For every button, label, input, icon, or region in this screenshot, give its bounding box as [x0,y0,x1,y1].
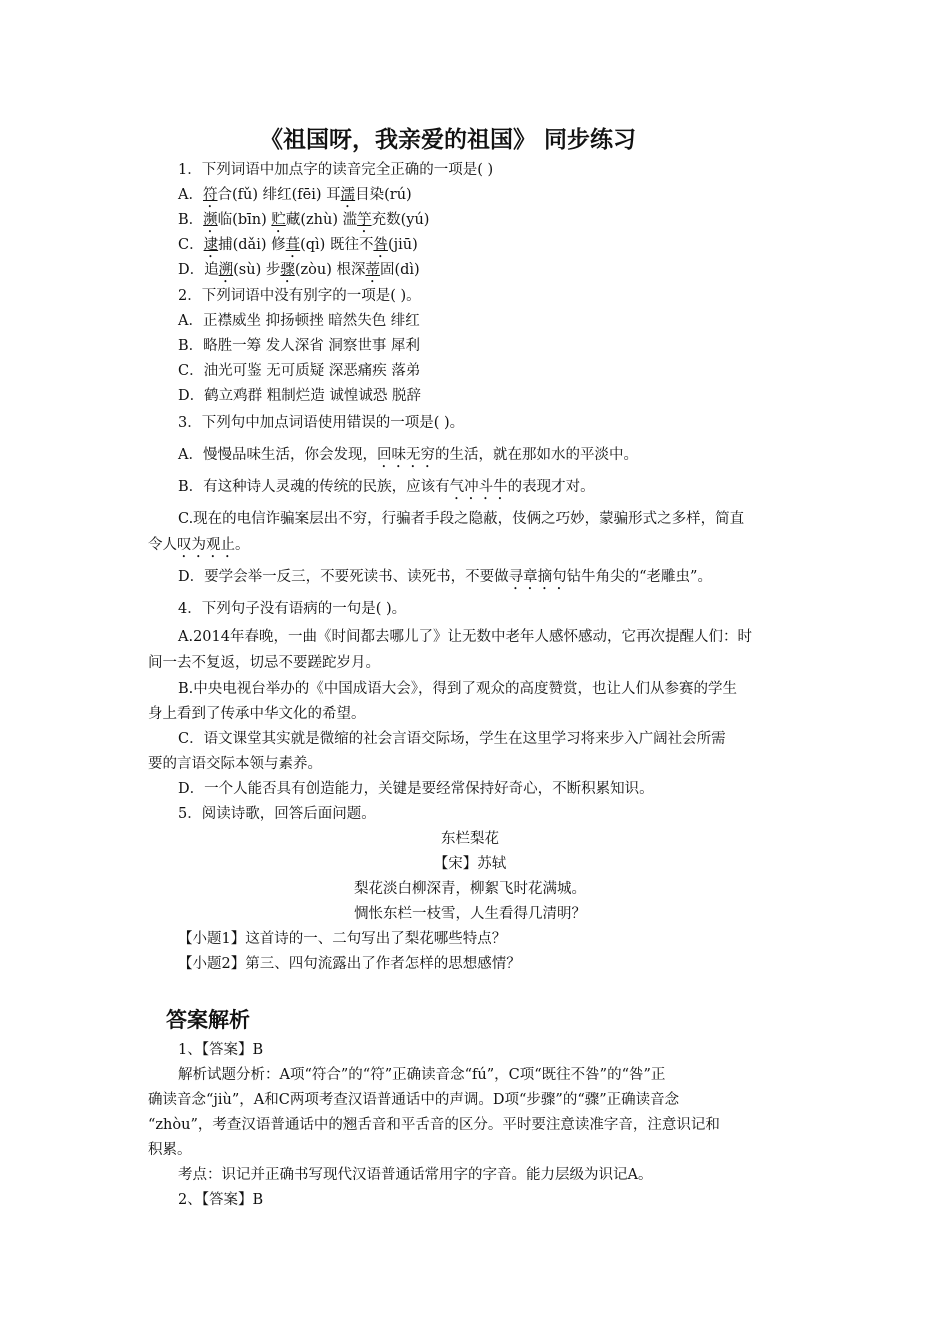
dotted-char: 蒂 [365,262,380,278]
option-text: 钻牛角尖的“老雕虫”。 [566,569,712,585]
dotted-phrase: 叹为观止 [177,537,235,553]
option-text: 临(bīn) [217,212,272,228]
dotted-char: 咎 [373,237,388,253]
answers-heading: 答案解析 [166,1008,250,1032]
option-text: 令人 [148,537,177,553]
q3-option-c-line2 [148,535,250,561]
option-letter: D．追 [178,262,219,278]
q2-option-a: A．正襟威坐 抑扬顿挫 暗然失色 绯红 [178,313,420,329]
q4-option-c-line2: 要的言语交际本领与素养。 [148,756,322,772]
page-title: 《祖国呀，我亲爱的祖国》 同步练习 [260,127,637,153]
q4-option-b-line1: B.中央电视台举办的《中国成语大会》，得到了观众的高度赞赏，也让人们从参赛的学生 [178,681,738,697]
dotted-char: 葺 [285,237,301,253]
answer-2: 2、【答案】B [178,1192,264,1208]
q1-option-d [178,260,420,286]
poem-line-2: 惆怅东栏一枝雪，人生看得几清明？ [354,906,586,922]
q3-option-a [178,445,638,471]
q4-option-a-line1: A.2014年春晚，一曲《时间都去哪儿了》让无数中老年人感怀感动，它再次提醒人们：时 [178,629,752,645]
q4-option-a-line2: 间一去不复返，切忌不要蹉跎岁月。 [148,655,380,671]
option-letter: A． [178,187,203,203]
q4-option-d: D．一个人能否具有创造能力，关键是要经常保持好奇心，不断积累知识。 [178,781,654,797]
option-text: D．要学会举一反三，不要死读书、读死书，不要做 [178,569,509,585]
dotted-phrase: 回味无穷 [376,447,435,463]
q4-stem: 4．下列句子没有语病的一句是( )。 [178,601,407,617]
q2-option-b: B．略胜一筹 发人深省 洞察世事 犀利 [178,338,420,354]
dotted-char: 竽 [357,212,372,228]
option-text: 固(dì) [379,262,420,278]
option-text: (jiū) [387,237,418,253]
q2-option-d: D．鹤立鸡群 粗制烂造 诚惶诚恐 脱辞 [178,388,421,404]
option-text: 。 [235,537,250,553]
option-text: B．有这种诗人灵魂的传统的民族，应该有 [178,479,450,495]
dotted-phrase: 气冲斗牛 [449,479,508,495]
option-text: 目染(rú) [355,187,412,203]
q1-option-a [178,185,412,211]
q5-stem: 5．阅读诗歌，回答后面问题。 [178,806,376,822]
poem-author: 【宋】苏轼 [433,856,507,872]
option-text: A．慢慢品味生活，你会发现， [178,447,377,463]
option-text: 的生活，就在那如水的平淡中。 [434,447,638,463]
option-text: 合(fǔ) 绯红(fēi) 耳 [217,187,341,203]
q5-subquestion-2: 【小题2】第三、四句流露出了作者怎样的思想感情？ [178,956,521,972]
answer-1-point: 考点：识记并正确书写现代汉语普通话常用字的字音。能力层级为识记A。 [178,1167,653,1183]
answer-1-analysis-line3: “zhòu”，考查汉语普通话中的翘舌音和平舌音的区分。平时要注意读准字音，注意识记和 [148,1117,720,1133]
q3-option-b [178,477,595,503]
q3-stem: 3．下列句中加点词语使用错误的一项是( )。 [178,415,465,431]
q1-option-c [178,235,418,261]
answer-1-analysis-line2: 确读音念“jiù”，A和C两项考查汉语普通话中的声调。D项“步骤”的“骤”正确读音念 [148,1092,680,1108]
answer-1-analysis-line4: 积累。 [148,1142,192,1158]
dotted-char: 骤 [280,262,295,278]
option-text: 捕(dǎi) 修 [218,237,286,253]
option-text: (zòu) 根深 [294,262,366,278]
q4-option-b-line2: 身上看到了传承中华文化的希望。 [148,706,366,722]
dotted-char: 贮 [271,212,286,228]
q3-option-c-line1: C.现在的电信诈骗案层出不穷，行骗者手段之隐蔽，伎俩之巧妙，蒙骗形式之多样，简直 [178,511,745,527]
option-letter: C． [178,237,204,253]
q1-option-b [178,210,429,236]
dotted-char: 溯 [218,262,234,278]
poem-title: 东栏梨花 [441,831,499,847]
q3-option-d [178,567,712,593]
option-letter: B． [178,212,204,228]
dotted-char: 濡 [340,187,356,203]
option-text: (sù) 步 [233,262,281,278]
q4-option-c-line1: C．语文课堂其实就是微缩的社会言语交际场，学生在这里学习将来步入广阔社会所需 [178,731,726,747]
dotted-phrase: 寻章摘句 [508,569,567,585]
q1-stem: 1．下列词语中加点字的读音完全正确的一项是( ) [178,162,494,178]
q2-option-c: C．油光可鉴 无可质疑 深恶痛疾 落弟 [178,363,421,379]
option-text: 充数(yú) [371,212,430,228]
dotted-char: 濒 [203,212,218,228]
option-text: (qì) 既往不 [300,237,374,253]
dotted-char: 符 [202,187,218,203]
q5-subquestion-1: 【小题1】这首诗的一、二句写出了梨花哪些特点？ [178,931,507,947]
dotted-char: 逮 [203,237,219,253]
poem-line-1: 梨花淡白柳深青，柳絮飞时花满城。 [354,881,586,897]
option-text: 的表现才对。 [507,479,595,495]
option-text: 藏(zhù) 滥 [285,212,358,228]
answer-1: 1、【答案】B [178,1042,264,1058]
answer-1-analysis-line1: 解析试题分析：A项“符合”的“符”正确读音念“fú”，C项“既往不咎”的“咎”正 [178,1067,666,1083]
q2-stem: 2．下列词语中没有别字的一项是( )。 [178,288,421,304]
